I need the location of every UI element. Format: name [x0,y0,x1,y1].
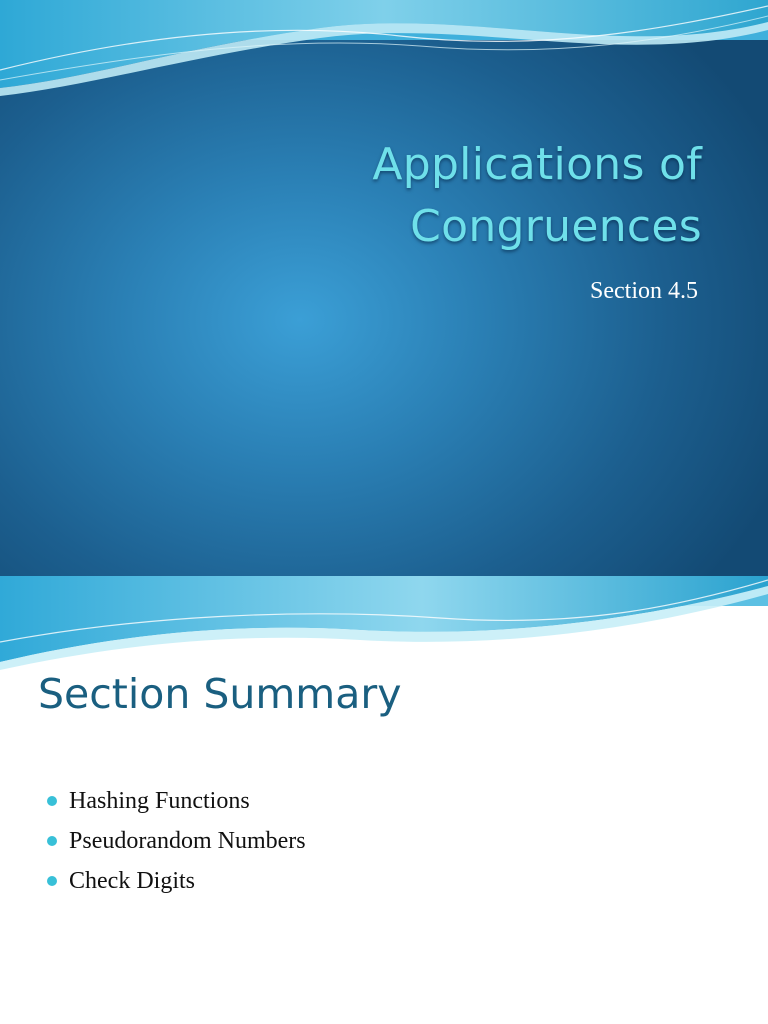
list-item [44,781,306,821]
summary-slide [0,576,768,1024]
title-line-1: Applications of [372,139,702,190]
bullet-dot-icon [47,876,57,886]
bullet-text: Hashing Functions [69,788,250,814]
section-summary-title: Section Summary [38,670,402,718]
slide-subtitle: Section 4.5 [590,278,698,304]
title-line-2: Congruences [410,201,702,252]
wave-header-decoration [0,0,768,100]
bullet-text: Pseudorandom Numbers [69,828,306,854]
bullet-dot-icon [47,796,57,806]
bullet-dot-icon [47,836,57,846]
bullet-text: Check Digits [69,868,195,894]
wave-header-decoration [0,576,768,671]
slide-title [372,134,702,258]
list-item [44,861,306,901]
list-item [44,821,306,861]
summary-bullet-list [44,781,306,901]
